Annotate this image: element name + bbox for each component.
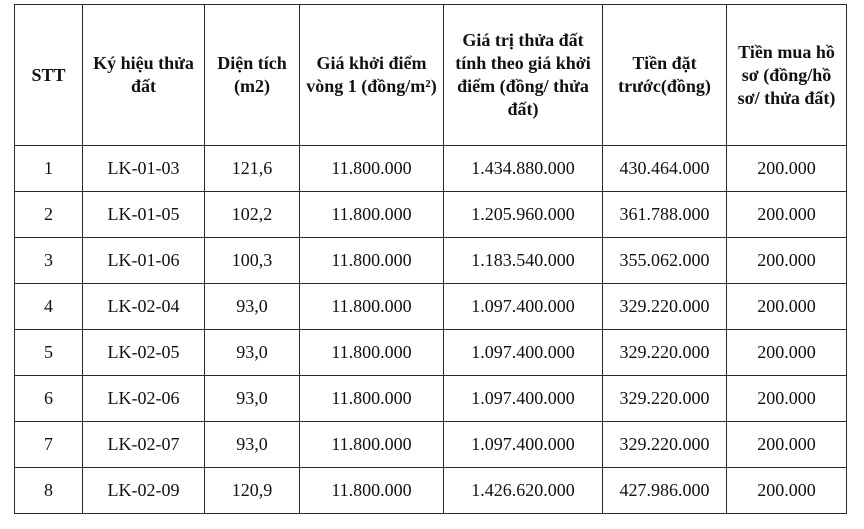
cell-plot-value: 1.205.960.000 bbox=[444, 192, 603, 238]
header-plot-value: Giá trị thửa đất tính theo giá khởi điểm (đồng/ thửa đất) bbox=[444, 5, 603, 146]
cell-plot-value: 1.097.400.000 bbox=[444, 330, 603, 376]
cell-plot-code: LK-02-04 bbox=[83, 284, 205, 330]
cell-area: 93,0 bbox=[205, 376, 300, 422]
cell-area: 120,9 bbox=[205, 468, 300, 514]
cell-deposit: 329.220.000 bbox=[603, 330, 727, 376]
cell-deposit: 329.220.000 bbox=[603, 376, 727, 422]
cell-dossier-fee: 200.000 bbox=[727, 376, 847, 422]
cell-area: 93,0 bbox=[205, 284, 300, 330]
table-row bbox=[15, 284, 847, 330]
cell-stt: 2 bbox=[15, 192, 83, 238]
header-starting-price: Giá khởi điểm vòng 1 (đồng/m²) bbox=[300, 5, 444, 146]
cell-stt: 3 bbox=[15, 238, 83, 284]
header-stt: STT bbox=[15, 5, 83, 146]
cell-stt: 1 bbox=[15, 146, 83, 192]
cell-plot-code: LK-01-03 bbox=[83, 146, 205, 192]
cell-plot-code: LK-02-07 bbox=[83, 422, 205, 468]
cell-starting-price: 11.800.000 bbox=[300, 146, 444, 192]
cell-plot-value: 1.097.400.000 bbox=[444, 422, 603, 468]
cell-starting-price: 11.800.000 bbox=[300, 468, 444, 514]
cell-stt: 8 bbox=[15, 468, 83, 514]
cell-stt: 7 bbox=[15, 422, 83, 468]
cell-plot-code: LK-02-05 bbox=[83, 330, 205, 376]
cell-deposit: 329.220.000 bbox=[603, 422, 727, 468]
header-deposit: Tiền đặt trước(đồng) bbox=[603, 5, 727, 146]
cell-plot-value: 1.183.540.000 bbox=[444, 238, 603, 284]
cell-deposit: 355.062.000 bbox=[603, 238, 727, 284]
table-row bbox=[15, 238, 847, 284]
cell-dossier-fee: 200.000 bbox=[727, 284, 847, 330]
cell-starting-price: 11.800.000 bbox=[300, 376, 444, 422]
cell-plot-value: 1.434.880.000 bbox=[444, 146, 603, 192]
cell-dossier-fee: 200.000 bbox=[727, 238, 847, 284]
cell-plot-code: LK-02-09 bbox=[83, 468, 205, 514]
header-plot-code: Ký hiệu thửa đất bbox=[83, 5, 205, 146]
table-row bbox=[15, 376, 847, 422]
cell-deposit: 361.788.000 bbox=[603, 192, 727, 238]
cell-area: 93,0 bbox=[205, 330, 300, 376]
cell-starting-price: 11.800.000 bbox=[300, 330, 444, 376]
cell-stt: 6 bbox=[15, 376, 83, 422]
cell-starting-price: 11.800.000 bbox=[300, 284, 444, 330]
cell-area: 102,2 bbox=[205, 192, 300, 238]
cell-area: 93,0 bbox=[205, 422, 300, 468]
cell-plot-value: 1.097.400.000 bbox=[444, 376, 603, 422]
table-row bbox=[15, 468, 847, 514]
cell-plot-code: LK-02-06 bbox=[83, 376, 205, 422]
cell-starting-price: 11.800.000 bbox=[300, 238, 444, 284]
cell-dossier-fee: 200.000 bbox=[727, 468, 847, 514]
header-dossier-fee: Tiền mua hồ sơ (đồng/hồ sơ/ thửa đất) bbox=[727, 5, 847, 146]
table-row bbox=[15, 330, 847, 376]
cell-dossier-fee: 200.000 bbox=[727, 330, 847, 376]
cell-plot-code: LK-01-05 bbox=[83, 192, 205, 238]
cell-area: 100,3 bbox=[205, 238, 300, 284]
cell-plot-value: 1.426.620.000 bbox=[444, 468, 603, 514]
cell-starting-price: 11.800.000 bbox=[300, 192, 444, 238]
cell-stt: 4 bbox=[15, 284, 83, 330]
cell-stt: 5 bbox=[15, 330, 83, 376]
cell-deposit: 430.464.000 bbox=[603, 146, 727, 192]
cell-dossier-fee: 200.000 bbox=[727, 422, 847, 468]
cell-dossier-fee: 200.000 bbox=[727, 146, 847, 192]
cell-deposit: 329.220.000 bbox=[603, 284, 727, 330]
header-area: Diện tích (m2) bbox=[205, 5, 300, 146]
table-row bbox=[15, 422, 847, 468]
table-row bbox=[15, 146, 847, 192]
cell-starting-price: 11.800.000 bbox=[300, 422, 444, 468]
table-row bbox=[15, 192, 847, 238]
land-plot-table bbox=[14, 4, 847, 514]
cell-plot-value: 1.097.400.000 bbox=[444, 284, 603, 330]
cell-deposit: 427.986.000 bbox=[603, 468, 727, 514]
cell-area: 121,6 bbox=[205, 146, 300, 192]
table-header-row bbox=[15, 5, 847, 146]
cell-dossier-fee: 200.000 bbox=[727, 192, 847, 238]
cell-plot-code: LK-01-06 bbox=[83, 238, 205, 284]
